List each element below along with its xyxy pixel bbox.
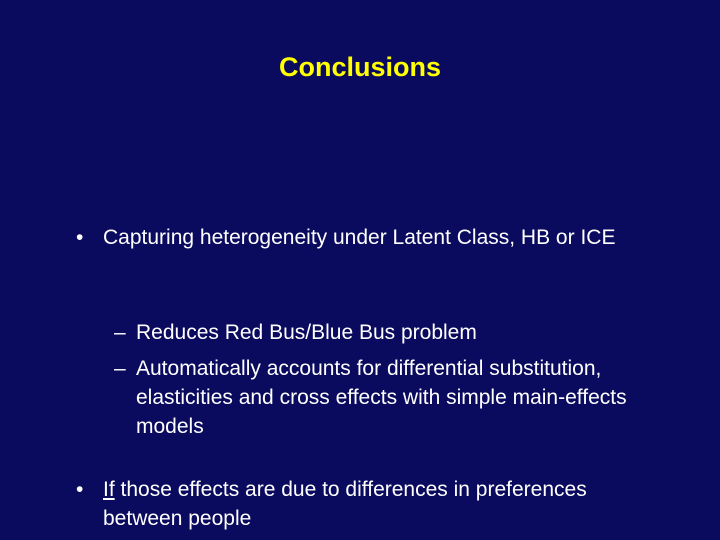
bullet-lead-word: If bbox=[103, 478, 115, 501]
slide-title: Conclusions bbox=[278, 52, 441, 82]
bullet-text: Capturing heterogeneity under Latent Class, HB or ICE bbox=[103, 226, 616, 249]
sub-bullet-text: Reduces Red Bus/Blue Bus problem bbox=[136, 321, 477, 344]
sub-bullet-marker: – bbox=[114, 321, 126, 344]
bullet-text-rest: those effects are due to differences in preferences between people bbox=[103, 478, 587, 530]
sub-bullet-text: Automatically accounts for differential substitution, elasticities and cross effects with simple main-effects models bbox=[136, 357, 627, 438]
bullet-marker: • bbox=[76, 478, 84, 501]
bullet-item bbox=[76, 475, 656, 533]
sub-bullet-item bbox=[114, 318, 654, 347]
bullet-item bbox=[76, 223, 656, 252]
sub-bullet-marker: – bbox=[114, 357, 126, 380]
sub-bullet-item bbox=[114, 354, 654, 441]
bullet-marker: • bbox=[76, 226, 84, 249]
bullet-text bbox=[103, 475, 656, 533]
